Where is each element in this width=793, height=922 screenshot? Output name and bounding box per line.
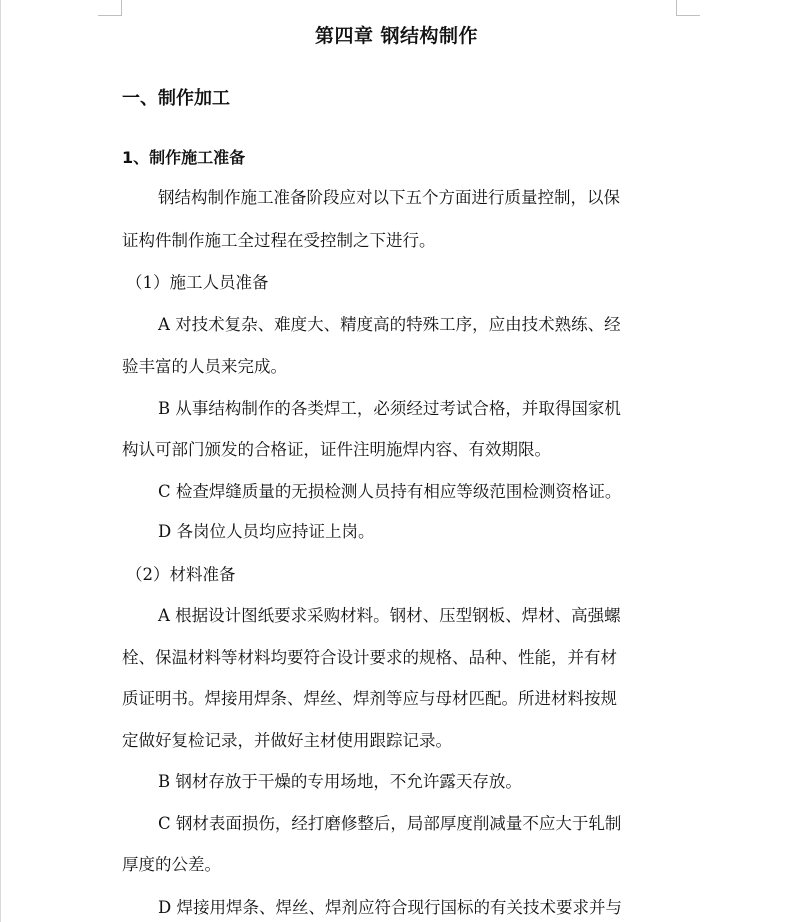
paragraph-line: B 钢材存放于干燥的专用场地，不允许露天存放。: [158, 772, 522, 791]
section-heading: 一、制作加工: [122, 88, 230, 109]
paragraph-line: A 根据设计图纸要求采购材料。钢材、压型钢板、焊材、高强螺: [158, 606, 621, 625]
paragraph-line: D 焊接用焊条、焊丝、焊剂应符合现行国标的有关技术要求并与: [158, 898, 622, 917]
paragraph-line: 质证明书。焊接用焊条、焊丝、焊剂等应与母材匹配。所进材料按规: [122, 689, 617, 708]
crop-mark-top-right-h: [676, 15, 700, 16]
paragraph-line: D 各岗位人员均应持证上岗。: [158, 522, 375, 541]
subsection-heading: 1、制作施工准备: [122, 148, 246, 167]
paragraph-line: 验丰富的人员来完成。: [122, 357, 287, 376]
paragraph-line: C 钢材表面损伤，经打磨修整后，局部厚度削减量不应大于轧制: [158, 814, 622, 833]
paragraph-line: 定做好复检记录，并做好主材使用跟踪记录。: [122, 731, 452, 750]
paragraph-line: 证构件制作施工全过程在受控制之下进行。: [122, 231, 436, 250]
list-heading: （2）材料准备: [126, 565, 236, 584]
paragraph-line: A 对技术复杂、难度大、精度高的特殊工序，应由技术熟练、经: [158, 315, 621, 334]
paragraph-line: 厚度的公差。: [122, 855, 221, 874]
chapter-title: 第四章 钢结构制作: [314, 25, 479, 47]
paragraph-line: 栓、保温材料等材料均要符合设计要求的规格、品种、性能，并有材: [122, 648, 617, 667]
paragraph-line: 构认可部门颁发的合格证，证件注明施焊内容、有效期限。: [122, 440, 551, 459]
paragraph-line: B 从事结构制作的各类焊工，必须经过考试合格，并取得国家机: [158, 399, 621, 418]
paragraph-line: 钢结构制作施工准备阶段应对以下五个方面进行质量控制，以保: [158, 188, 620, 207]
page-left-edge: [0, 0, 1, 922]
paragraph-line: C 检查焊缝质量的无损检测人员持有相应等级范围检测资格证。: [158, 482, 622, 501]
crop-mark-top-right: [676, 0, 677, 16]
list-heading: （1）施工人员准备: [126, 273, 269, 292]
crop-mark-top-left-h: [98, 15, 122, 16]
crop-mark-top-left: [121, 0, 122, 16]
